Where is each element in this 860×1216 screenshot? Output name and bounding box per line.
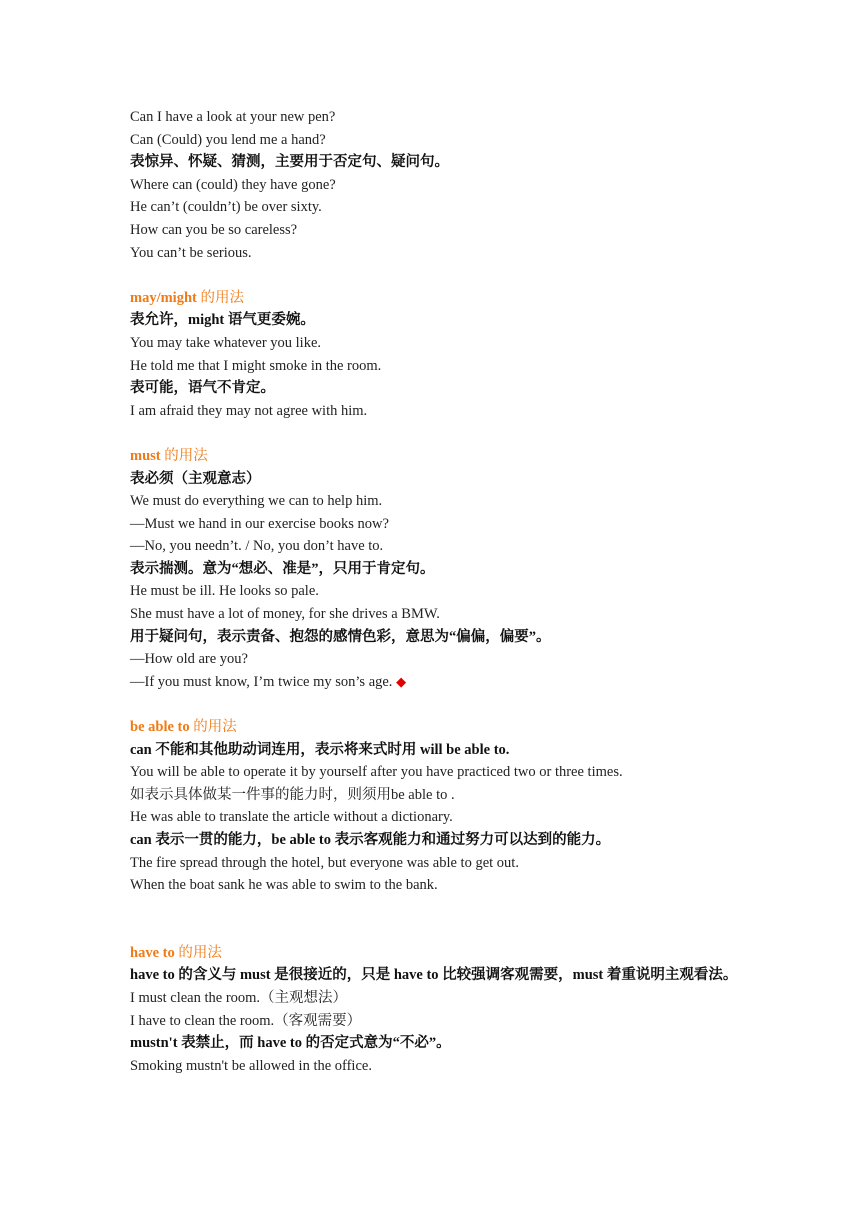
example-line: You may take whatever you like. xyxy=(130,334,322,351)
example-line: —How old are you? xyxy=(130,651,248,668)
heading-keyword: must xyxy=(130,447,161,464)
section-heading-must xyxy=(130,445,740,468)
heading-keyword: have to xyxy=(130,944,175,961)
example-line: I must clean the room.（主观想法） xyxy=(130,989,348,1006)
heading-suffix: 的用法 xyxy=(189,719,237,736)
example-line: When the boat sank he was able to swim to the bank. xyxy=(130,877,438,894)
example-line: Where can (could) they have gone? xyxy=(130,176,336,193)
diamond-icon: ◆ xyxy=(396,673,407,689)
usage-note: mustn't 表禁止，而 have to 的否定式意为“不必”。 xyxy=(130,1035,451,1052)
example-line: Smoking mustn't be allowed in the office. xyxy=(130,1057,372,1074)
usage-note: 表可能，语气不肯定。 xyxy=(130,380,275,397)
section-heading-may-might xyxy=(130,287,740,310)
spacer xyxy=(130,422,740,445)
example-line: He can’t (couldn’t) be over sixty. xyxy=(130,199,322,216)
spacer xyxy=(130,264,740,287)
usage-note-plain: 如表示具体做某一件事的能力时，则须用be able to . xyxy=(130,786,455,803)
example-line xyxy=(130,671,740,694)
example-line: Can (Could) you lend me a hand? xyxy=(130,131,326,148)
example-line: How can you be so careless? xyxy=(130,221,298,238)
heading-keyword: may/might xyxy=(130,289,197,306)
heading-suffix: 的用法 xyxy=(174,944,222,961)
example-line: I am afraid they may not agree with him. xyxy=(130,402,368,419)
heading-suffix: 的用法 xyxy=(196,289,244,306)
example-line: The fire spread through the hotel, but everyone was able to get out. xyxy=(130,854,519,871)
example-line: We must do everything we can to help him. xyxy=(130,493,383,510)
section-heading-be-able-to xyxy=(130,716,740,739)
example-line: —Must we hand in our exercise books now? xyxy=(130,515,389,532)
usage-note: 用于疑问句，表示责备、抱怨的感情色彩，意思为“偏偏，偏要”。 xyxy=(130,628,551,645)
example-line: He told me that I might smoke in the room. xyxy=(130,357,382,374)
example-line: He must be ill. He looks so pale. xyxy=(130,583,319,600)
spacer xyxy=(130,897,740,942)
usage-note: 表示揣测。意为“想必、准是”，只用于肯定句。 xyxy=(130,560,435,577)
usage-note: 表惊异、怀疑、猜测，主要用于否定句、疑问句。 xyxy=(130,154,449,171)
document-body xyxy=(130,106,740,1077)
example-text: —If you must know, I’m twice my son’s age. xyxy=(130,673,393,690)
example-line: Can I have a look at your new pen? xyxy=(130,109,336,125)
example-line: You can’t be serious. xyxy=(130,244,252,261)
usage-note: 表必须（主观意志） xyxy=(130,470,261,487)
section-heading-have-to xyxy=(130,942,740,965)
usage-note: can 表示一贯的能力，be able to 表示客观能力和通过努力可以达到的能力。 xyxy=(130,832,611,848)
spacer xyxy=(130,693,740,716)
heading-keyword: be able to xyxy=(130,719,190,736)
usage-note: 表允许，might 语气更委婉。 xyxy=(130,312,315,329)
example-line: I have to clean the room.（客观需要） xyxy=(130,1012,362,1029)
example-line: He was able to translate the article without a dictionary. xyxy=(130,809,453,826)
example-line: —No, you needn’t. / No, you don’t have to. xyxy=(130,538,384,555)
usage-note: can 不能和其他助动词连用，表示将来式时用 will be able to. xyxy=(130,741,510,758)
usage-note: have to 的含义与 must 是很接近的，只是 have to 比较强调客观需要，must 着重说明主观看法。 xyxy=(130,967,738,984)
example-line: She must have a lot of money, for she drives a BMW. xyxy=(130,606,440,623)
heading-suffix: 的用法 xyxy=(160,447,208,464)
example-line: You will be able to operate it by yourself after you have practiced two or three times. xyxy=(130,764,623,781)
